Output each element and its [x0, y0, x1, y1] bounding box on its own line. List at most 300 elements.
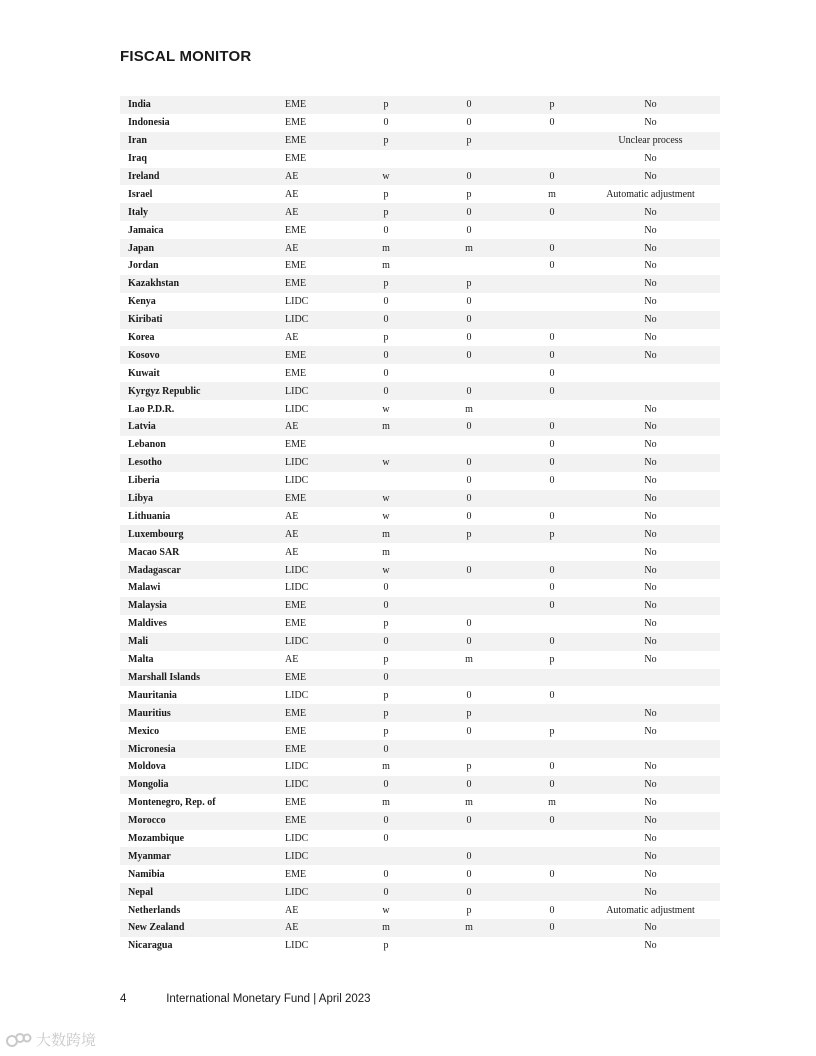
col-b-cell: 0	[466, 117, 472, 129]
col-a-cell: p	[383, 188, 389, 200]
col-d-cell: No	[644, 475, 657, 487]
group-cell: LIDC	[285, 850, 309, 862]
country-cell: Micronesia	[128, 743, 176, 755]
col-c-cell: 0	[549, 761, 555, 773]
table-row	[120, 275, 720, 293]
col-b-cell: m	[465, 403, 473, 415]
col-b-cell: m	[465, 242, 473, 254]
country-cell: Lao P.D.R.	[128, 403, 175, 415]
table-row	[120, 472, 720, 490]
table-row	[120, 883, 720, 901]
table-row	[120, 597, 720, 615]
group-cell: AE	[285, 421, 299, 433]
col-b-cell: p	[466, 707, 472, 719]
col-d-cell: No	[644, 922, 657, 934]
page-header-title: FISCAL MONITOR	[120, 48, 252, 65]
table-row	[120, 436, 720, 454]
col-c-cell: 0	[549, 922, 555, 934]
col-d-cell: No	[644, 815, 657, 827]
col-c-cell: 0	[549, 868, 555, 880]
col-b-cell: 0	[466, 332, 472, 344]
col-d-cell: No	[644, 457, 657, 469]
col-d-cell: No	[644, 582, 657, 594]
col-d-cell: No	[644, 117, 657, 129]
group-cell: EME	[285, 278, 307, 290]
col-a-cell: p	[383, 707, 389, 719]
col-a-cell: 0	[383, 671, 389, 683]
group-cell: LIDC	[285, 475, 309, 487]
table-row	[120, 507, 720, 525]
col-b-cell: m	[465, 654, 473, 666]
table-row	[120, 722, 720, 740]
table-row	[120, 132, 720, 150]
col-c-cell: 0	[549, 206, 555, 218]
country-cell: Nepal	[128, 886, 153, 898]
group-cell: AE	[285, 171, 299, 182]
col-d-cell: No	[644, 797, 657, 809]
col-d-cell: No	[644, 528, 657, 540]
col-c-cell: 0	[549, 582, 555, 594]
table-row	[120, 293, 720, 311]
country-cell: Libya	[128, 493, 154, 505]
country-cell: Lesotho	[128, 457, 162, 469]
table-row	[120, 579, 720, 597]
group-cell: EME	[285, 797, 307, 809]
col-c-cell: 0	[549, 332, 555, 344]
country-cell: Lebanon	[128, 439, 166, 451]
col-c-cell: 0	[549, 636, 555, 648]
col-b-cell: 0	[466, 815, 472, 827]
group-cell: AE	[285, 546, 299, 558]
table-row	[120, 561, 720, 579]
col-d-cell: No	[644, 493, 657, 505]
table-row	[120, 96, 720, 114]
group-cell: EME	[285, 493, 307, 505]
col-d-cell: No	[644, 636, 657, 648]
country-cell: Macao SAR	[128, 546, 180, 558]
group-cell: EME	[285, 815, 307, 827]
group-cell: AE	[285, 242, 299, 254]
country-cell: Mongolia	[128, 779, 169, 791]
group-cell: LIDC	[285, 564, 309, 576]
col-b-cell: 0	[466, 224, 472, 236]
col-a-cell: p	[383, 618, 389, 630]
country-cell: Nicaragua	[128, 940, 173, 952]
group-cell: AE	[285, 510, 299, 522]
country-cell: Korea	[128, 332, 155, 344]
col-d-cell: No	[644, 439, 657, 451]
col-b-cell: 0	[466, 886, 472, 898]
table-row	[120, 812, 720, 830]
country-cell: Indonesia	[128, 117, 170, 129]
table-row	[120, 185, 720, 203]
col-a-cell: p	[383, 206, 389, 218]
col-d-cell: No	[644, 725, 657, 737]
col-b-cell: 0	[466, 779, 472, 791]
col-d-cell: No	[644, 850, 657, 862]
country-cell: Iraq	[128, 153, 147, 165]
col-a-cell: w	[382, 457, 390, 469]
col-d-cell: No	[644, 421, 657, 433]
country-cell: Malta	[128, 654, 154, 666]
table-row	[120, 543, 720, 561]
col-b-cell: p	[466, 188, 472, 200]
col-a-cell: m	[382, 922, 390, 934]
col-a-cell: 0	[383, 636, 389, 648]
group-cell: AE	[285, 332, 299, 344]
table-row	[120, 740, 720, 758]
table-row	[120, 776, 720, 794]
group-cell: LIDC	[285, 385, 309, 397]
table-row	[120, 865, 720, 883]
group-cell: EME	[285, 743, 307, 755]
group-cell: LIDC	[285, 689, 309, 701]
col-d-cell: No	[644, 278, 657, 290]
col-a-cell: p	[383, 135, 389, 147]
col-d-cell: Automatic adjustment	[606, 904, 695, 916]
country-cell: Ireland	[128, 171, 160, 182]
table-row	[120, 257, 720, 275]
table-row	[120, 847, 720, 865]
country-cell: Malaysia	[128, 600, 167, 612]
col-a-cell: m	[382, 260, 390, 272]
col-a-cell: 0	[383, 582, 389, 594]
group-cell: LIDC	[285, 779, 309, 791]
group-cell: LIDC	[285, 832, 309, 844]
group-cell: EME	[285, 600, 307, 612]
country-cell: Morocco	[128, 815, 166, 827]
table-row	[120, 364, 720, 382]
country-cell: India	[128, 99, 151, 111]
col-c-cell: m	[548, 188, 556, 200]
col-d-cell: No	[644, 546, 657, 558]
group-cell: LIDC	[285, 761, 309, 773]
col-b-cell: 0	[466, 618, 472, 630]
col-a-cell: m	[382, 242, 390, 254]
country-table	[120, 96, 720, 955]
col-d-cell: No	[644, 296, 657, 308]
col-a-cell: 0	[383, 296, 389, 308]
group-cell: LIDC	[285, 314, 309, 326]
country-cell: Japan	[128, 242, 155, 254]
country-cell: Montenegro, Rep. of	[128, 797, 216, 809]
col-d-cell: No	[644, 206, 657, 218]
col-a-cell: p	[383, 940, 389, 952]
table-row	[120, 454, 720, 472]
group-cell: EME	[285, 439, 307, 451]
col-a-cell: 0	[383, 743, 389, 755]
country-cell: Jordan	[128, 260, 159, 272]
col-b-cell: p	[466, 904, 472, 916]
col-a-cell: 0	[383, 779, 389, 791]
group-cell: LIDC	[285, 457, 309, 469]
watermark-logo-icon	[6, 1031, 32, 1049]
col-c-cell: 0	[549, 421, 555, 433]
col-b-cell: 0	[466, 493, 472, 505]
col-d-cell: No	[644, 153, 657, 165]
col-a-cell: 0	[383, 224, 389, 236]
col-c-cell: p	[549, 725, 555, 737]
group-cell: LIDC	[285, 582, 309, 594]
table-row	[120, 651, 720, 669]
table-row	[120, 686, 720, 704]
page-footer	[120, 993, 371, 1005]
col-a-cell: w	[382, 493, 390, 505]
col-a-cell: 0	[383, 600, 389, 612]
country-cell: Namibia	[128, 868, 165, 880]
country-cell: Mauritius	[128, 707, 171, 719]
country-cell: Kyrgyz Republic	[128, 385, 201, 397]
col-d-cell: No	[644, 332, 657, 344]
group-cell: EME	[285, 671, 307, 683]
col-d-cell: No	[644, 654, 657, 666]
col-d-cell: No	[644, 403, 657, 415]
col-a-cell: m	[382, 797, 390, 809]
country-cell: New Zealand	[128, 922, 185, 934]
col-c-cell: 0	[549, 242, 555, 254]
country-cell: Kenya	[128, 296, 156, 308]
country-cell: Malawi	[128, 582, 161, 594]
country-cell: Lithuania	[128, 510, 171, 522]
group-cell: EME	[285, 135, 307, 147]
table-row	[120, 311, 720, 329]
group-cell: EME	[285, 117, 307, 129]
col-b-cell: p	[466, 761, 472, 773]
col-b-cell: 0	[466, 314, 472, 326]
country-cell: Mexico	[128, 725, 160, 737]
col-b-cell: 0	[466, 206, 472, 218]
col-c-cell: p	[549, 654, 555, 666]
col-c-cell: 0	[549, 349, 555, 361]
country-cell: Latvia	[128, 421, 156, 433]
group-cell: AE	[285, 904, 299, 916]
col-d-cell: No	[644, 600, 657, 612]
col-a-cell: p	[383, 725, 389, 737]
col-d-cell: No	[644, 99, 657, 111]
country-cell: Mauritania	[128, 689, 177, 701]
col-c-cell: 0	[549, 171, 555, 182]
col-a-cell: w	[382, 510, 390, 522]
col-a-cell: m	[382, 528, 390, 540]
group-cell: EME	[285, 224, 307, 236]
col-a-cell: w	[382, 403, 390, 415]
col-b-cell: 0	[466, 99, 472, 111]
group-cell: LIDC	[285, 886, 309, 898]
table-row	[120, 239, 720, 257]
col-b-cell: 0	[466, 296, 472, 308]
table-row	[120, 221, 720, 239]
col-b-cell: 0	[466, 689, 472, 701]
col-c-cell: p	[549, 528, 555, 540]
country-cell: Kazakhstan	[128, 278, 180, 290]
col-a-cell: 0	[383, 314, 389, 326]
col-b-cell: p	[466, 278, 472, 290]
col-a-cell: 0	[383, 367, 389, 379]
col-c-cell: 0	[549, 904, 555, 916]
watermark-text: 大数跨境	[36, 1031, 97, 1049]
group-cell: EME	[285, 725, 307, 737]
col-b-cell: 0	[466, 636, 472, 648]
group-cell: AE	[285, 206, 299, 218]
group-cell: EME	[285, 153, 307, 165]
col-a-cell: m	[382, 761, 390, 773]
group-cell: LIDC	[285, 636, 309, 648]
page-number: 4	[120, 993, 127, 1005]
table-row	[120, 329, 720, 347]
country-cell: Moldova	[128, 761, 166, 773]
country-cell: Netherlands	[128, 904, 181, 916]
col-a-cell: m	[382, 421, 390, 433]
col-a-cell: 0	[383, 349, 389, 361]
col-a-cell: 0	[383, 832, 389, 844]
col-c-cell: 0	[549, 367, 555, 379]
group-cell: LIDC	[285, 296, 309, 308]
country-cell: Liberia	[128, 475, 160, 487]
col-c-cell: 0	[549, 815, 555, 827]
table-row	[120, 919, 720, 937]
col-b-cell: 0	[466, 510, 472, 522]
group-cell: EME	[285, 99, 307, 111]
table-row	[120, 150, 720, 168]
country-cell: Kiribati	[128, 314, 163, 326]
table-row	[120, 937, 720, 955]
col-b-cell: 0	[466, 349, 472, 361]
table-row	[120, 758, 720, 776]
col-a-cell: p	[383, 99, 389, 111]
col-d-cell: No	[644, 314, 657, 326]
table-row	[120, 901, 720, 919]
col-d-cell: No	[644, 779, 657, 791]
col-c-cell: 0	[549, 475, 555, 487]
group-cell: EME	[285, 260, 307, 272]
country-cell: Madagascar	[128, 564, 181, 576]
table-row	[120, 418, 720, 436]
watermark	[6, 1029, 96, 1050]
col-b-cell: m	[465, 922, 473, 934]
col-c-cell: 0	[549, 564, 555, 576]
col-d-cell: No	[644, 940, 657, 952]
group-cell: LIDC	[285, 403, 309, 415]
table-row	[120, 830, 720, 848]
col-d-cell: No	[644, 224, 657, 236]
table-row	[120, 704, 720, 722]
table-row	[120, 633, 720, 651]
col-a-cell: 0	[383, 886, 389, 898]
col-b-cell: p	[466, 135, 472, 147]
group-cell: EME	[285, 349, 307, 361]
col-a-cell: p	[383, 332, 389, 344]
col-d-cell: No	[644, 242, 657, 254]
table-row	[120, 114, 720, 132]
country-cell: Mali	[128, 636, 148, 648]
col-c-cell: p	[549, 99, 555, 111]
col-d-cell: No	[644, 349, 657, 361]
col-c-cell: 0	[549, 117, 555, 129]
country-cell: Luxembourg	[128, 528, 184, 540]
col-b-cell: 0	[466, 850, 472, 862]
table-row	[120, 346, 720, 364]
group-cell: AE	[285, 528, 299, 540]
col-b-cell: 0	[466, 457, 472, 469]
col-b-cell: 0	[466, 385, 472, 397]
col-c-cell: 0	[549, 779, 555, 791]
group-cell: EME	[285, 868, 307, 880]
col-a-cell: 0	[383, 868, 389, 880]
col-d-cell: No	[644, 260, 657, 272]
col-d-cell: No	[644, 761, 657, 773]
col-a-cell: w	[382, 564, 390, 576]
country-cell: Italy	[128, 206, 148, 218]
col-b-cell: 0	[466, 868, 472, 880]
country-cell: Jamaica	[128, 224, 164, 236]
col-a-cell: 0	[383, 117, 389, 129]
table-row	[120, 168, 720, 186]
table-row	[120, 382, 720, 400]
col-d-cell: No	[644, 510, 657, 522]
country-cell: Myanmar	[128, 850, 171, 862]
table-row	[120, 669, 720, 687]
col-c-cell: 0	[549, 439, 555, 451]
col-c-cell: 0	[549, 457, 555, 469]
col-b-cell: 0	[466, 421, 472, 433]
group-cell: EME	[285, 367, 307, 379]
table-row	[120, 400, 720, 418]
group-cell: EME	[285, 618, 307, 630]
col-b-cell: 0	[466, 475, 472, 487]
col-d-cell: No	[644, 868, 657, 880]
col-d-cell: Automatic adjustment	[606, 188, 695, 200]
country-cell: Mozambique	[128, 832, 185, 844]
table-row	[120, 203, 720, 221]
country-cell: Marshall Islands	[128, 671, 200, 683]
col-c-cell: 0	[549, 510, 555, 522]
table-row	[120, 615, 720, 633]
table-row	[120, 490, 720, 508]
footer-text: International Monetary Fund | April 2023	[166, 993, 371, 1005]
col-d-cell: Unclear process	[618, 135, 683, 147]
col-c-cell: 0	[549, 689, 555, 701]
country-cell: Maldives	[128, 618, 167, 630]
col-a-cell: m	[382, 546, 390, 558]
col-c-cell: 0	[549, 260, 555, 272]
col-a-cell: p	[383, 689, 389, 701]
col-c-cell: m	[548, 797, 556, 809]
col-c-cell: 0	[549, 385, 555, 397]
col-b-cell: p	[466, 528, 472, 540]
col-a-cell: w	[382, 904, 390, 916]
country-cell: Kosovo	[128, 349, 160, 361]
col-d-cell: No	[644, 832, 657, 844]
group-cell: AE	[285, 188, 299, 200]
col-d-cell: No	[644, 618, 657, 630]
col-a-cell: p	[383, 278, 389, 290]
col-b-cell: 0	[466, 725, 472, 737]
group-cell: EME	[285, 707, 307, 719]
group-cell: LIDC	[285, 940, 309, 952]
col-a-cell: 0	[383, 385, 389, 397]
col-b-cell: 0	[466, 171, 472, 182]
col-b-cell: 0	[466, 564, 472, 576]
group-cell: AE	[285, 654, 299, 666]
country-cell: Iran	[128, 135, 147, 147]
col-d-cell: No	[644, 886, 657, 898]
country-cell: Kuwait	[128, 367, 160, 379]
country-cell: Israel	[128, 188, 153, 200]
col-a-cell: w	[382, 171, 390, 182]
col-a-cell: 0	[383, 815, 389, 827]
table-row	[120, 525, 720, 543]
col-d-cell: No	[644, 564, 657, 576]
